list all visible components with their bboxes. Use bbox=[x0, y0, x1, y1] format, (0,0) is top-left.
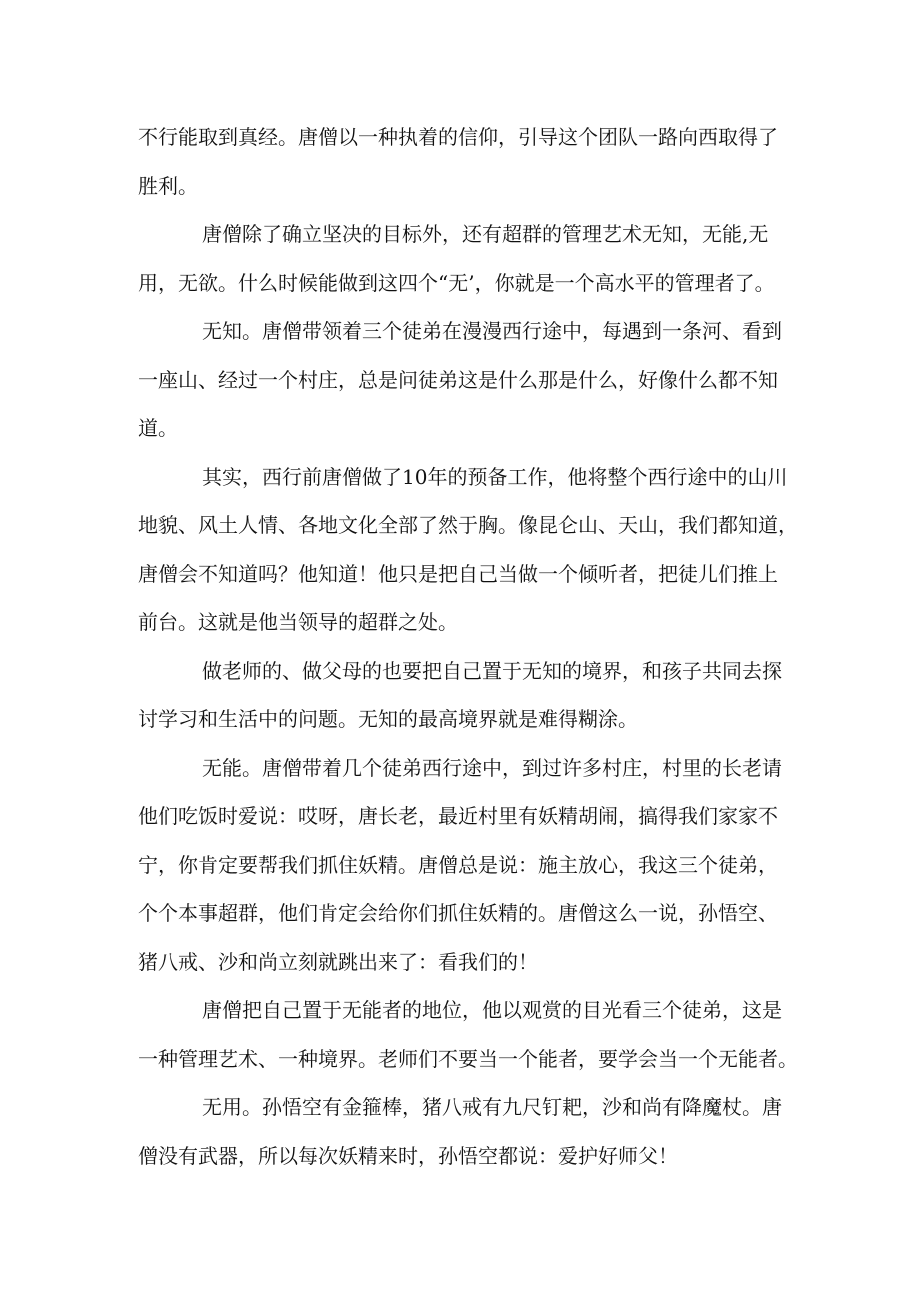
paragraph-4 bbox=[138, 453, 798, 647]
text-line: 宁，你肯定要帮我们抓住妖精。唐僧总是说：施主放心，我这三个徒弟， bbox=[138, 852, 778, 877]
text-line: 前台。这就是他当领导的超群之处。 bbox=[138, 610, 458, 634]
paragraph-1 bbox=[138, 113, 798, 210]
text-line: 一种管理艺术、一种境界。老师们不要当一个能者，要学会当一个无能者。 bbox=[138, 1046, 798, 1071]
paragraph-3 bbox=[138, 307, 798, 453]
paragraph-5 bbox=[138, 647, 798, 744]
text-line: 唐僧把自己置于无能者的地位，他以观赏的目光看三个徒弟，这是 bbox=[202, 998, 782, 1022]
paragraph-8 bbox=[138, 1083, 798, 1180]
text-line: 道。 bbox=[138, 416, 178, 440]
paragraph-2 bbox=[138, 210, 798, 307]
text-line: 他们吃饭时爱说：哎呀，唐长老，最近村里有妖精胡闹，搞得我们家家不 bbox=[138, 804, 778, 828]
paragraph-6 bbox=[138, 744, 798, 987]
text-line: 地貌、风土人情、各地文化全部了然于胸。像昆仑山、天山，我们都知道， bbox=[138, 513, 798, 537]
text-line: 其实，西行前唐僧做了10年的预备工作，他将整个西行途中的山川 bbox=[202, 464, 788, 489]
document-body bbox=[138, 113, 798, 1180]
text-line: 不行能取到真经。唐僧以一种执着的信仰，引导这个团队一路向西取得了 bbox=[138, 125, 778, 149]
text-line: 用，无欲。什么时候能做到这四个“无’，你就是一个高水平的管理者了。 bbox=[138, 270, 775, 295]
text-line: 一座山、经过一个村庄，总是问徒弟这是什么那是什么，好像什么都不知 bbox=[138, 367, 778, 392]
text-line: 做老师的、做父母的也要把自己置于无知的境界，和孩子共同去探 bbox=[202, 658, 782, 683]
text-line: 讨学习和生活中的问题。无知的最高境界就是难得糊涂。 bbox=[138, 707, 638, 731]
text-line: 唐僧除了确立坚决的目标外，还有超群的管理艺术无知，无能,无 bbox=[202, 222, 769, 246]
paragraph-7 bbox=[138, 986, 798, 1083]
text-line: 胜利。 bbox=[138, 173, 198, 198]
text-line: 无用。孙悟空有金箍棒，猪八戒有九尺钉耙，沙和尚有降魔杖。唐 bbox=[202, 1095, 782, 1119]
text-line: 僧没有武器，所以每次妖精来时，孙悟空都说：爱护好师父！ bbox=[138, 1143, 678, 1168]
text-line: 无知。唐僧带领着三个徒弟在漫漫西行途中，每遇到一条河、看到 bbox=[202, 319, 782, 343]
text-line: 个个本事超群，他们肯定会给你们抓住妖精的。唐僧这么一说，孙悟空、 bbox=[138, 901, 778, 925]
text-line: 无能。唐僧带着几个徒弟西行途中，到过许多村庄，村里的长老请 bbox=[202, 755, 782, 780]
text-line: 唐僧会不知道吗？他知道！他只是把自己当做一个倾听者，把徒儿们推上 bbox=[138, 561, 778, 586]
text-line: 猪八戒、沙和尚立刻就跳出来了：看我们的！ bbox=[138, 949, 538, 974]
